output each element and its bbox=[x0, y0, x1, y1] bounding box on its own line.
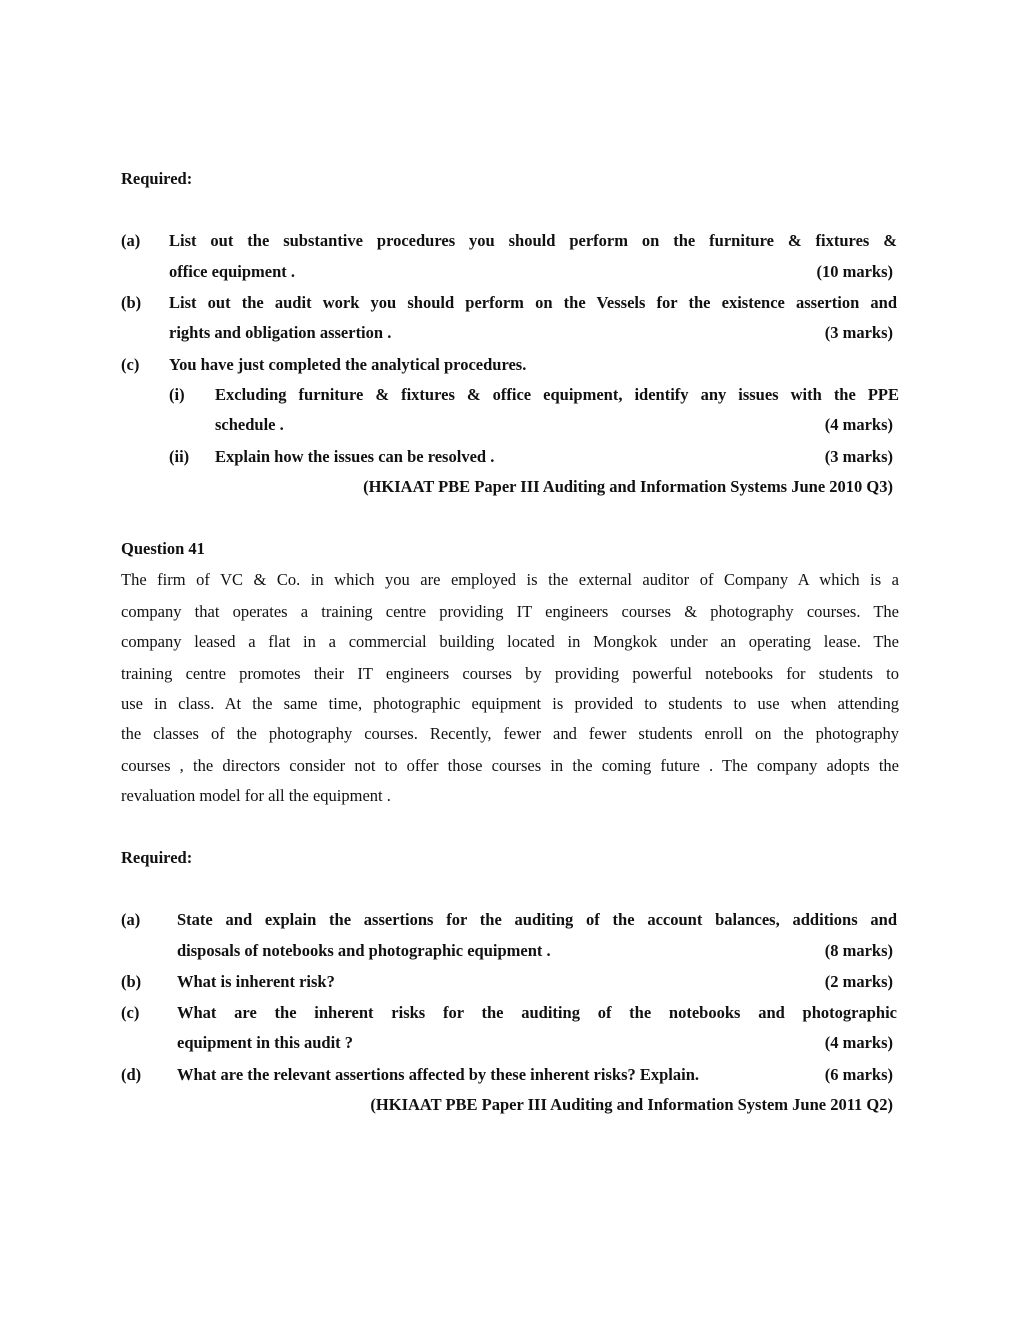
marks-badge: (2 marks) bbox=[824, 972, 893, 991]
item-label: (a) bbox=[121, 231, 141, 250]
item-text-cont: office equipment . bbox=[169, 262, 296, 281]
marks-badge: (3 marks) bbox=[824, 447, 893, 466]
marks-badge: (8 marks) bbox=[824, 941, 893, 960]
item-text: What is inherent risk? bbox=[177, 972, 335, 991]
item-text: List out the audit work you should perform on the Vessels for the existence assertion and bbox=[169, 293, 897, 312]
source-citation-1: (HKIAAT PBE Paper III Auditing and Information Systems June 2010 Q3) bbox=[363, 477, 893, 496]
paragraph-line: revaluation model for all the equipment . bbox=[121, 786, 391, 805]
sub-item-text: Explain how the issues can be resolved . bbox=[215, 447, 495, 466]
paragraph-line: the classes of the photography courses. Recently, fewer and fewer students enroll on the photography bbox=[121, 724, 899, 743]
item-text: State and explain the assertions for the auditing of the account balances, additions and bbox=[177, 910, 897, 929]
paragraph-line: courses , the directors consider not to offer those courses in the coming future . The company adopts the bbox=[121, 756, 899, 775]
paragraph-line: training centre promotes their IT engineers courses by providing powerful notebooks for students to bbox=[121, 664, 899, 683]
marks-badge: (4 marks) bbox=[824, 1033, 893, 1052]
item-text: You have just completed the analytical procedures. bbox=[169, 355, 527, 374]
marks-badge: (4 marks) bbox=[824, 415, 893, 434]
item-text-cont: rights and obligation assertion . bbox=[169, 323, 392, 342]
marks-badge: (10 marks) bbox=[816, 262, 893, 281]
required-heading-2: Required: bbox=[121, 848, 193, 867]
item-text-cont: equipment in this audit ? bbox=[177, 1033, 354, 1052]
paragraph-line: company leased a flat in a commercial building located in Mongkok under an operating lease. The bbox=[121, 632, 899, 651]
item-label: (c) bbox=[121, 1003, 140, 1022]
item-label: (c) bbox=[121, 355, 140, 374]
item-text: List out the substantive procedures you should perform on the furniture & fixtures & bbox=[169, 231, 897, 250]
marks-badge: (3 marks) bbox=[824, 323, 893, 342]
sub-item-label: (ii) bbox=[169, 447, 190, 466]
paragraph-line: company that operates a training centre providing IT engineers courses & photography courses. The bbox=[121, 602, 899, 621]
source-citation-2: (HKIAAT PBE Paper III Auditing and Information System June 2011 Q2) bbox=[370, 1095, 893, 1114]
item-label: (a) bbox=[121, 910, 141, 929]
sub-item-text: Excluding furniture & fixtures & office equipment, identify any issues with the PPE bbox=[215, 385, 899, 404]
sub-item-text-cont: schedule . bbox=[215, 415, 284, 434]
paragraph-line: use in class. At the same time, photographic equipment is provided to students to use when attending bbox=[121, 694, 899, 713]
item-text: What are the relevant assertions affected by these inherent risks? Explain. bbox=[177, 1065, 700, 1084]
item-label: (b) bbox=[121, 972, 142, 991]
marks-badge: (6 marks) bbox=[824, 1065, 893, 1084]
item-text: What are the inherent risks for the auditing of the notebooks and photographic bbox=[177, 1003, 897, 1022]
item-label: (b) bbox=[121, 293, 142, 312]
sub-item-label: (i) bbox=[169, 385, 185, 404]
item-label: (d) bbox=[121, 1065, 142, 1084]
paragraph-line: The firm of VC & Co. in which you are employed is the external auditor of Company A which is a bbox=[121, 570, 899, 589]
question-title: Question 41 bbox=[121, 539, 205, 558]
item-text-cont: disposals of notebooks and photographic equipment . bbox=[177, 941, 551, 960]
required-heading-1: Required: bbox=[121, 169, 193, 188]
